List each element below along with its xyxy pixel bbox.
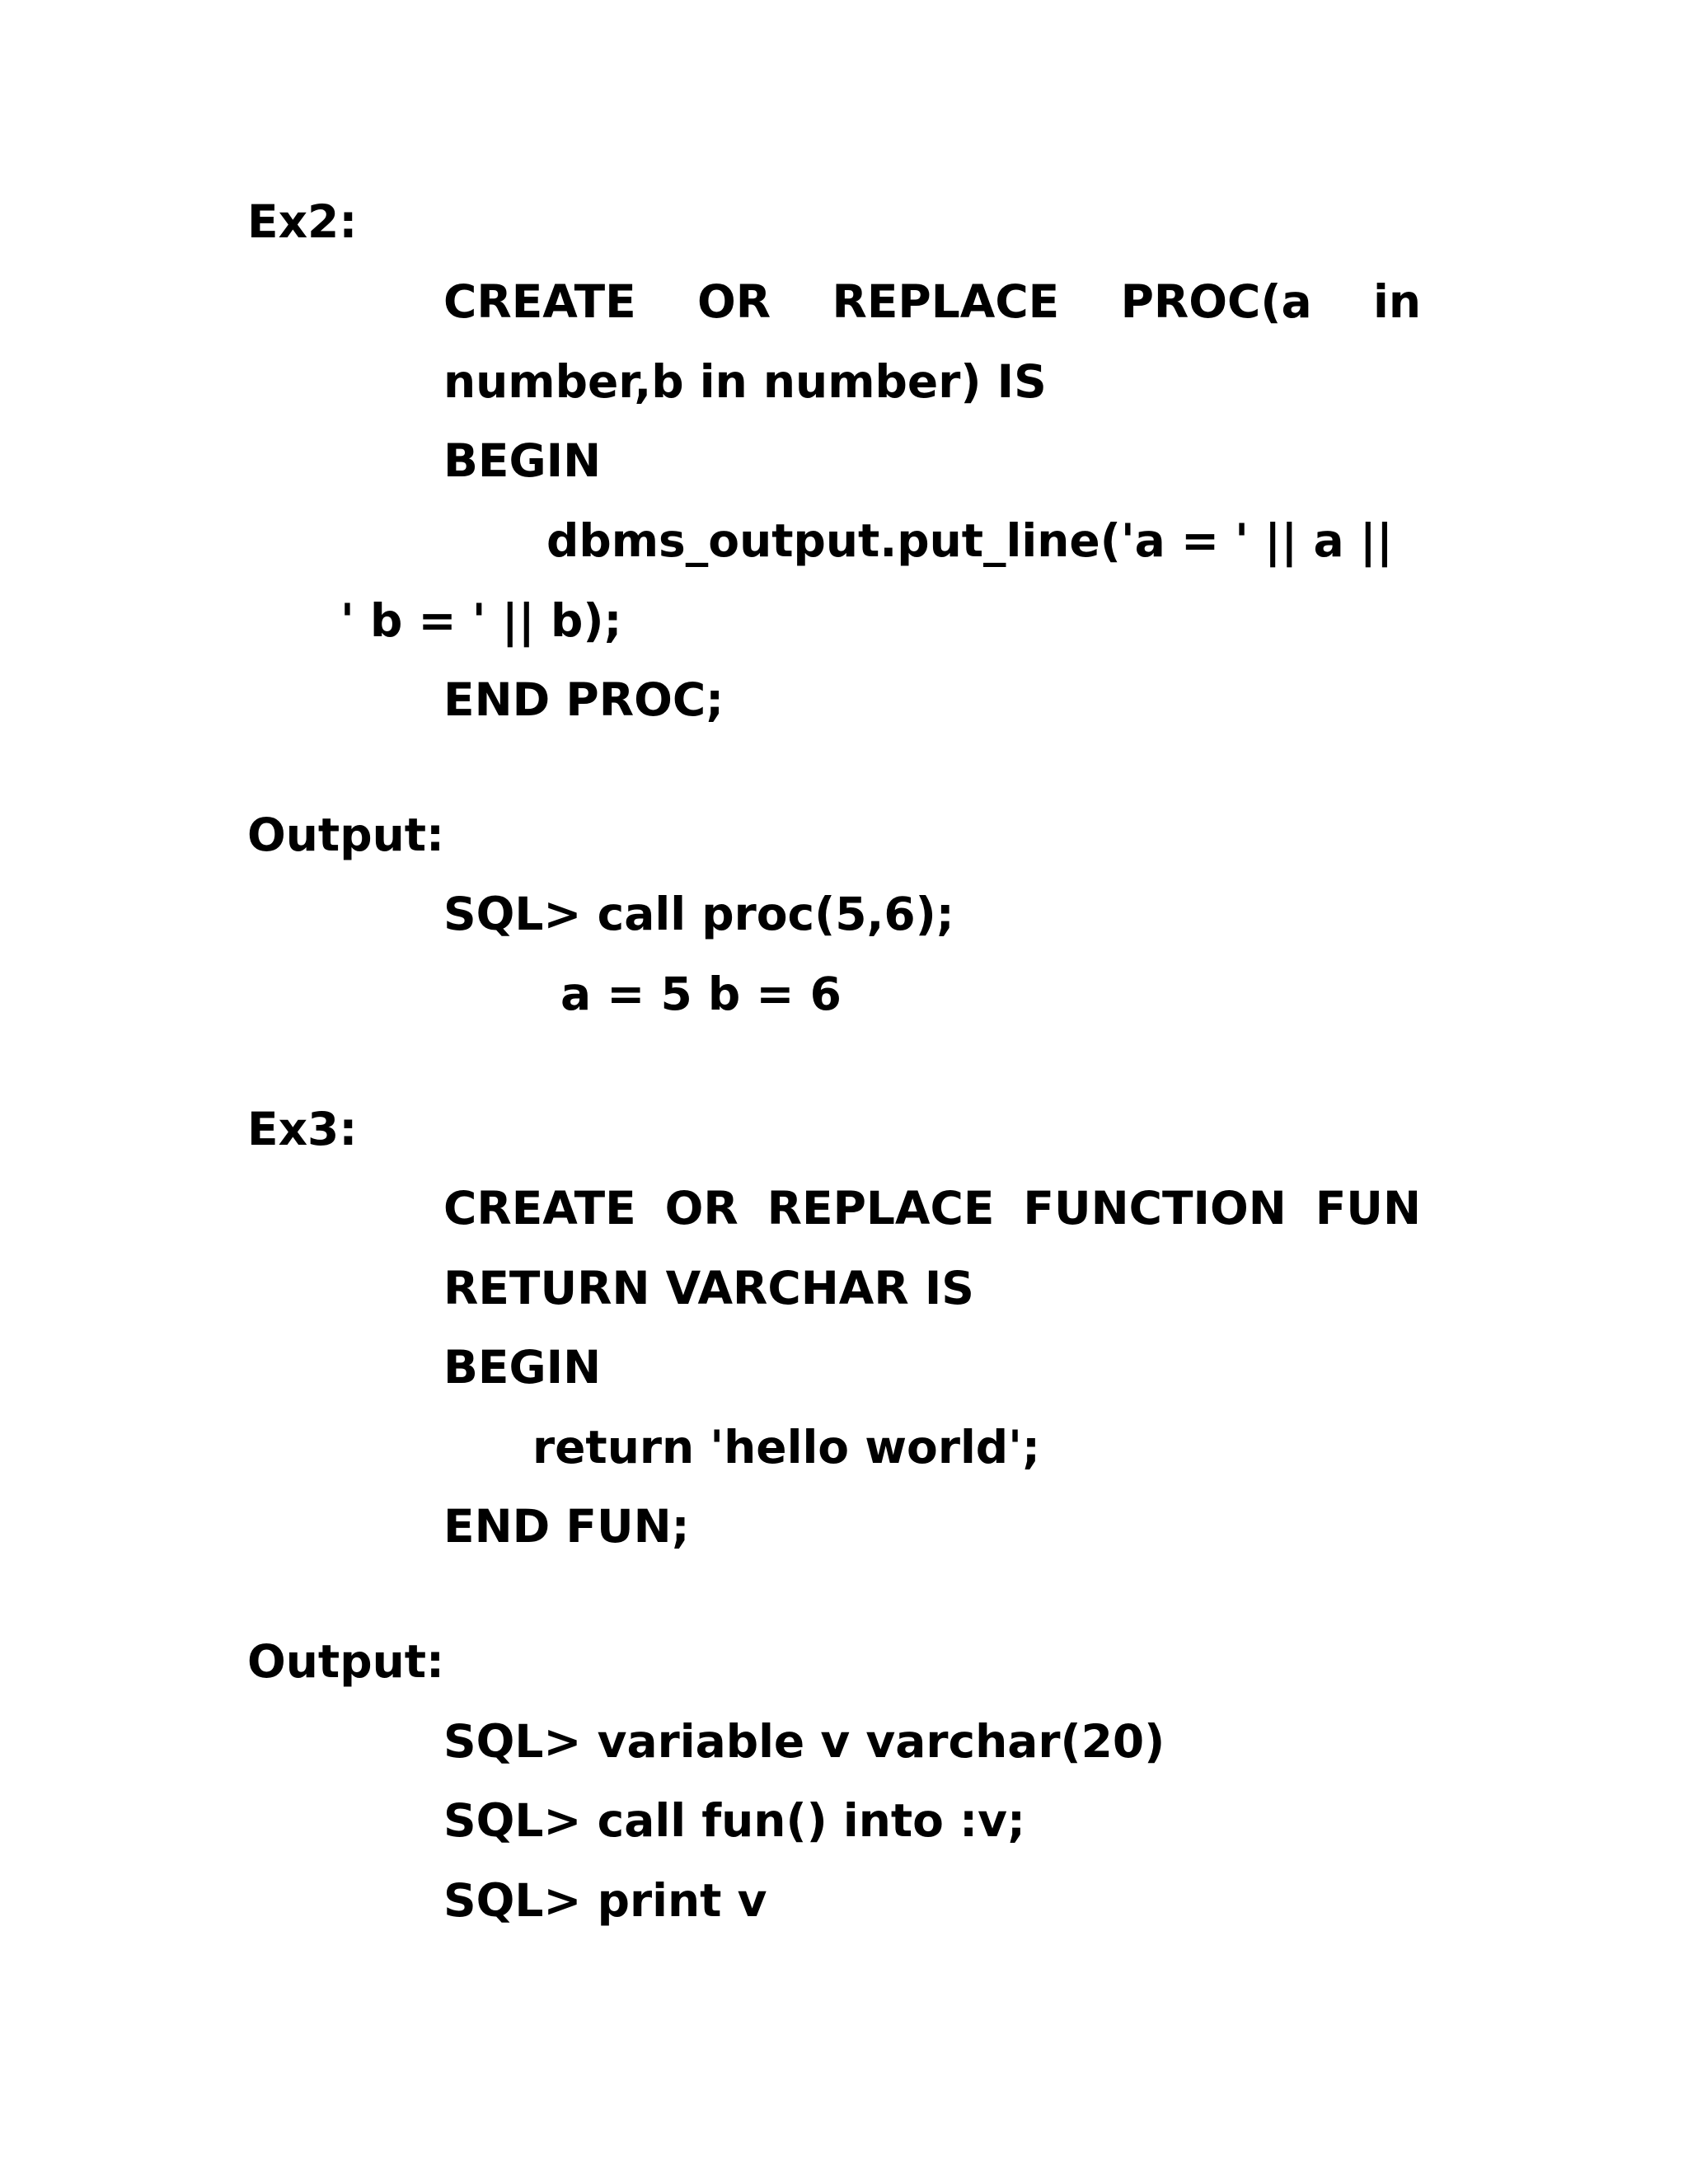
code-word: REPLACE xyxy=(832,275,1060,328)
ex3-heading: Ex3: xyxy=(247,1103,358,1155)
ex3-code-line-1 xyxy=(443,1182,1421,1235)
output2-heading: Output: xyxy=(247,1635,445,1688)
ex2-code-line-1 xyxy=(443,275,1421,328)
output2-line-3: SQL> print v xyxy=(443,1874,767,1927)
code-word: PROC(a xyxy=(1120,275,1312,328)
code-word: FUN xyxy=(1315,1182,1421,1235)
output1-line-1: SQL> call proc(5,6); xyxy=(443,888,954,940)
ex3-code-line-2: RETURN VARCHAR IS xyxy=(443,1262,974,1315)
code-word: REPLACE xyxy=(767,1182,995,1235)
ex2-code-line-3: BEGIN xyxy=(443,434,602,487)
ex3-code-line-5: END FUN; xyxy=(443,1500,690,1553)
ex3-code-line-3: BEGIN xyxy=(443,1341,602,1394)
ex2-code-line-5: ' b = ' || b); xyxy=(340,594,622,647)
output1-line-2: a = 5 b = 6 xyxy=(560,968,842,1020)
ex2-code-line-4: dbms_output.put_line('a = ' || a || xyxy=(546,514,1393,567)
ex2-code-line-6: END PROC; xyxy=(443,673,724,726)
code-word: CREATE xyxy=(443,275,636,328)
code-word: OR xyxy=(664,1182,738,1235)
code-word: FUNCTION xyxy=(1023,1182,1287,1235)
code-word: OR xyxy=(697,275,771,328)
ex3-code-line-4: return 'hello world'; xyxy=(532,1421,1041,1474)
output1-heading: Output: xyxy=(247,808,445,861)
code-word: CREATE xyxy=(443,1182,636,1235)
output2-line-2: SQL> call fun() into :v; xyxy=(443,1794,1025,1847)
ex2-heading: Ex2: xyxy=(247,195,358,248)
ex2-code-line-2: number,b in number) IS xyxy=(443,355,1047,408)
output2-line-1: SQL> variable v varchar(20) xyxy=(443,1715,1165,1768)
code-word: in xyxy=(1372,275,1421,328)
